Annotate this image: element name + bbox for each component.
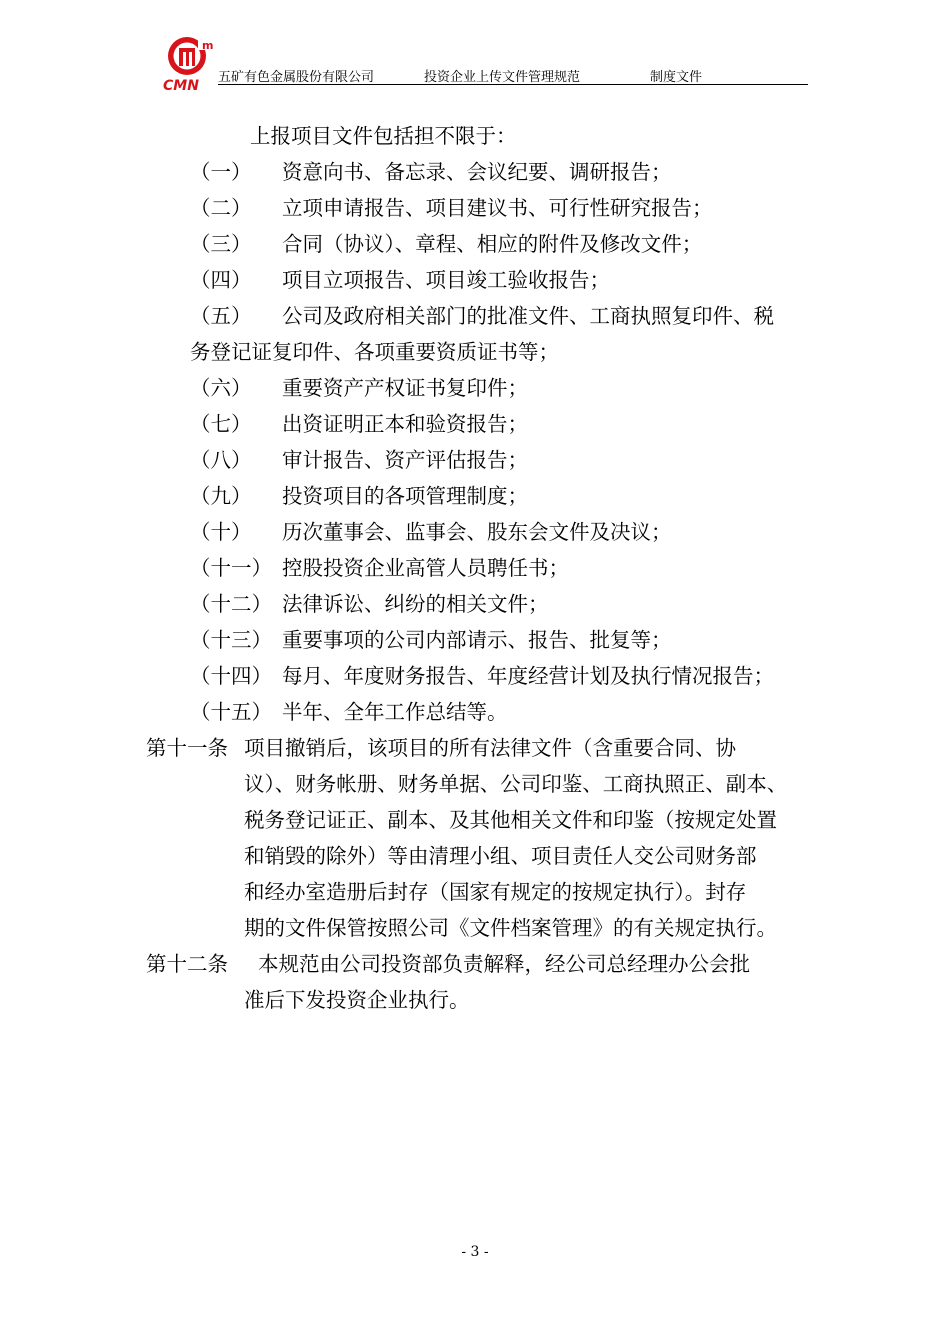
article-11-line: 和销毁的除外）等由清理小组、项目责任人交公司财务部: [244, 844, 757, 868]
item-text: 投资项目的各项管理制度；: [282, 484, 528, 508]
item-number: （三）: [190, 232, 252, 256]
item-text: 每月、年度财务报告、年度经营计划及执行情况报告；: [282, 664, 774, 688]
article-11-line: 和经办室造册后封存（国家有规定的按规定执行）。封存: [244, 880, 747, 904]
item-text: 法律诉讼、纠纷的相关文件；: [282, 592, 549, 616]
item-number: （七）: [190, 412, 252, 436]
item-text: 审计报告、资产评估报告；: [282, 448, 528, 472]
item-number: （十一）: [190, 556, 272, 580]
item-number: （十三）: [190, 628, 272, 652]
item-continuation: 务登记证复印件、各项重要资质证书等；: [190, 340, 559, 364]
item-number: （八）: [190, 448, 252, 472]
article-12-label: 第十二条: [146, 952, 228, 976]
item-text: 控股投资企业高管人员聘任书；: [282, 556, 569, 580]
item-text: 历次董事会、监事会、股东会文件及决议；: [282, 520, 672, 544]
company-name: 五矿有色金属股份有限公司: [218, 70, 375, 85]
item-text: 公司及政府相关部门的批准文件、工商执照复印件、税: [282, 304, 774, 328]
item-number: （十五）: [190, 700, 272, 724]
item-text: 出资证明正本和验资报告；: [282, 412, 528, 436]
item-text: 资意向书、备忘录、会议纪要、调研报告；: [282, 160, 672, 184]
article-11-line: 议）、财务帐册、财务单据、公司印鉴、工商执照正、副本、: [244, 772, 788, 796]
cmn-logo-icon: [160, 34, 216, 92]
logo-mark: m: [202, 39, 214, 52]
item-number: （二）: [190, 196, 252, 220]
item-number: （十四）: [190, 664, 272, 688]
doc-title: 投资企业上传文件管理规范: [424, 70, 581, 85]
article-11-label: 第十一条: [146, 736, 228, 760]
article-11-line: 期的文件保管按照公司《文件档案管理》的有关规定执行。: [244, 916, 777, 940]
item-number: （十）: [190, 520, 252, 544]
intro-text: 上报项目文件包括担不限于：: [250, 124, 517, 148]
article-11-line: 项目撤销后，该项目的所有法律文件（含重要合同、协: [244, 736, 736, 760]
item-text: 合同（协议）、章程、相应的附件及修改文件；: [282, 232, 703, 256]
item-number: （五）: [190, 304, 252, 328]
item-text: 半年、全年工作总结等。: [282, 700, 508, 724]
cmn-logo: [160, 34, 216, 92]
item-number: （一）: [190, 160, 252, 184]
article-12-line: 准后下发投资企业执行。: [244, 988, 470, 1012]
item-number: （九）: [190, 484, 252, 508]
article-12-line: 本规范由公司投资部负责解释，经公司总经理办公会批: [258, 952, 750, 976]
item-number: （六）: [190, 376, 252, 400]
header-divider: [218, 84, 808, 85]
item-number: （四）: [190, 268, 252, 292]
item-text: 重要事项的公司内部请示、报告、批复等；: [282, 628, 672, 652]
item-text: 重要资产产权证书复印件；: [282, 376, 528, 400]
article-11-line: 税务登记证正、副本、及其他相关文件和印鉴（按规定处置: [244, 808, 777, 832]
item-text: 立项申请报告、项目建议书、可行性研究报告；: [282, 196, 713, 220]
item-number: （十二）: [190, 592, 272, 616]
item-text: 项目立项报告、项目竣工验收报告；: [282, 268, 610, 292]
logo-text: CMN: [163, 78, 199, 92]
page-number: - 3 -: [461, 1244, 489, 1260]
page-header: [160, 34, 808, 92]
doc-type: 制度文件: [650, 70, 703, 85]
